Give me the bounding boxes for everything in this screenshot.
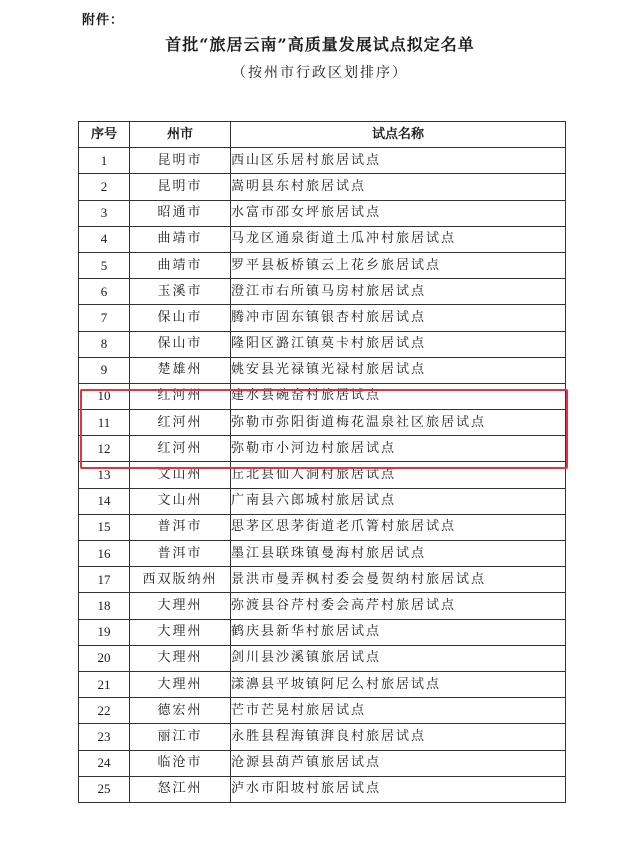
table-row bbox=[79, 305, 566, 331]
row-city: 普洱市 bbox=[130, 514, 231, 540]
row-index: 24 bbox=[79, 750, 130, 776]
row-city: 文山州 bbox=[130, 462, 231, 488]
row-pilot-name: 丘北县仙人洞村旅居试点 bbox=[231, 462, 566, 488]
row-pilot-name: 弥渡县谷芹村委会高芹村旅居试点 bbox=[231, 593, 566, 619]
row-city: 曲靖市 bbox=[130, 226, 231, 252]
row-pilot-name: 澄江市右所镇马房村旅居试点 bbox=[231, 279, 566, 305]
table-row bbox=[79, 383, 566, 409]
row-index: 16 bbox=[79, 541, 130, 567]
table-row bbox=[79, 174, 566, 200]
row-index: 22 bbox=[79, 698, 130, 724]
document-subtitle: （按州市行政区划排序） bbox=[232, 65, 408, 81]
table-row bbox=[79, 410, 566, 436]
row-pilot-name: 腾冲市固东镇银杏村旅居试点 bbox=[231, 305, 566, 331]
row-index: 2 bbox=[79, 174, 130, 200]
table-row bbox=[79, 671, 566, 697]
row-index: 18 bbox=[79, 593, 130, 619]
row-pilot-name: 隆阳区潞江镇莫卡村旅居试点 bbox=[231, 331, 566, 357]
table-row bbox=[79, 724, 566, 750]
table-row bbox=[79, 357, 566, 383]
table-row bbox=[79, 148, 566, 174]
header-city: 州市 bbox=[130, 122, 231, 148]
row-city: 大理州 bbox=[130, 593, 231, 619]
row-index: 5 bbox=[79, 252, 130, 278]
row-pilot-name: 沧源县葫芦镇旅居试点 bbox=[231, 750, 566, 776]
row-index: 9 bbox=[79, 357, 130, 383]
row-city: 文山州 bbox=[130, 488, 231, 514]
row-pilot-name: 剑川县沙溪镇旅居试点 bbox=[231, 645, 566, 671]
row-pilot-name: 鹤庆县新华村旅居试点 bbox=[231, 619, 566, 645]
row-city: 曲靖市 bbox=[130, 252, 231, 278]
row-index: 11 bbox=[79, 410, 130, 436]
row-index: 10 bbox=[79, 383, 130, 409]
row-index: 25 bbox=[79, 776, 130, 802]
row-pilot-name: 景洪市曼弄枫村委会曼贺纳村旅居试点 bbox=[231, 567, 566, 593]
row-index: 6 bbox=[79, 279, 130, 305]
table-row bbox=[79, 698, 566, 724]
row-pilot-name: 建水县碗窑村旅居试点 bbox=[231, 383, 566, 409]
table-row bbox=[79, 645, 566, 671]
row-index: 17 bbox=[79, 567, 130, 593]
row-pilot-name: 思茅区思茅街道老爪箐村旅居试点 bbox=[231, 514, 566, 540]
row-pilot-name: 西山区乐居村旅居试点 bbox=[231, 148, 566, 174]
table-row bbox=[79, 436, 566, 462]
table-row bbox=[79, 279, 566, 305]
header-index: 序号 bbox=[79, 122, 130, 148]
table-row bbox=[79, 488, 566, 514]
row-city: 怒江州 bbox=[130, 776, 231, 802]
table-row bbox=[79, 200, 566, 226]
row-city: 丽江市 bbox=[130, 724, 231, 750]
row-city: 昆明市 bbox=[130, 148, 231, 174]
row-city: 大理州 bbox=[130, 619, 231, 645]
row-city: 大理州 bbox=[130, 645, 231, 671]
table-row bbox=[79, 252, 566, 278]
row-index: 12 bbox=[79, 436, 130, 462]
row-pilot-name: 姚安县光禄镇光禄村旅居试点 bbox=[231, 357, 566, 383]
row-pilot-name: 墨江县联珠镇曼海村旅居试点 bbox=[231, 541, 566, 567]
table-row bbox=[79, 567, 566, 593]
row-index: 20 bbox=[79, 645, 130, 671]
row-pilot-name: 罗平县板桥镇云上花乡旅居试点 bbox=[231, 252, 566, 278]
row-pilot-name: 弥勒市弥阳街道梅花温泉社区旅居试点 bbox=[231, 410, 566, 436]
row-index: 3 bbox=[79, 200, 130, 226]
row-pilot-name: 永胜县程海镇湃良村旅居试点 bbox=[231, 724, 566, 750]
row-index: 1 bbox=[79, 148, 130, 174]
table-row bbox=[79, 750, 566, 776]
row-pilot-name: 芒市芒晃村旅居试点 bbox=[231, 698, 566, 724]
row-city: 红河州 bbox=[130, 436, 231, 462]
row-index: 13 bbox=[79, 462, 130, 488]
row-city: 普洱市 bbox=[130, 541, 231, 567]
table-row bbox=[79, 541, 566, 567]
row-index: 7 bbox=[79, 305, 130, 331]
row-index: 15 bbox=[79, 514, 130, 540]
row-pilot-name: 弥勒市小河边村旅居试点 bbox=[231, 436, 566, 462]
row-pilot-name: 马龙区通泉街道土瓜冲村旅居试点 bbox=[231, 226, 566, 252]
row-city: 楚雄州 bbox=[130, 357, 231, 383]
row-index: 14 bbox=[79, 488, 130, 514]
row-pilot-name: 泸水市阳坡村旅居试点 bbox=[231, 776, 566, 802]
row-city: 保山市 bbox=[130, 305, 231, 331]
row-index: 21 bbox=[79, 671, 130, 697]
row-city: 德宏州 bbox=[130, 698, 231, 724]
row-index: 8 bbox=[79, 331, 130, 357]
table-row bbox=[79, 462, 566, 488]
table-row bbox=[79, 331, 566, 357]
row-city: 大理州 bbox=[130, 671, 231, 697]
row-pilot-name: 广南县六郎城村旅居试点 bbox=[231, 488, 566, 514]
row-index: 23 bbox=[79, 724, 130, 750]
document-title: 首批“旅居云南”高质量发展试点拟定名单 bbox=[165, 35, 475, 54]
row-pilot-name: 水富市邵女坪旅居试点 bbox=[231, 200, 566, 226]
row-city: 保山市 bbox=[130, 331, 231, 357]
table-row bbox=[79, 776, 566, 802]
attachment-label: 附件： bbox=[82, 13, 125, 28]
row-index: 4 bbox=[79, 226, 130, 252]
row-index: 19 bbox=[79, 619, 130, 645]
table-header-row bbox=[79, 122, 566, 148]
row-city: 红河州 bbox=[130, 383, 231, 409]
row-city: 临沧市 bbox=[130, 750, 231, 776]
row-city: 红河州 bbox=[130, 410, 231, 436]
pilot-list-table bbox=[78, 121, 566, 803]
row-city: 昆明市 bbox=[130, 174, 231, 200]
row-city: 西双版纳州 bbox=[130, 567, 231, 593]
table-body bbox=[79, 148, 566, 803]
table-row bbox=[79, 226, 566, 252]
table-row bbox=[79, 593, 566, 619]
row-city: 昭通市 bbox=[130, 200, 231, 226]
header-pilot-name: 试点名称 bbox=[231, 122, 566, 148]
table-row bbox=[79, 619, 566, 645]
row-pilot-name: 漾濞县平坡镇阿尼么村旅居试点 bbox=[231, 671, 566, 697]
table-row bbox=[79, 514, 566, 540]
row-pilot-name: 嵩明县东村旅居试点 bbox=[231, 174, 566, 200]
row-city: 玉溪市 bbox=[130, 279, 231, 305]
